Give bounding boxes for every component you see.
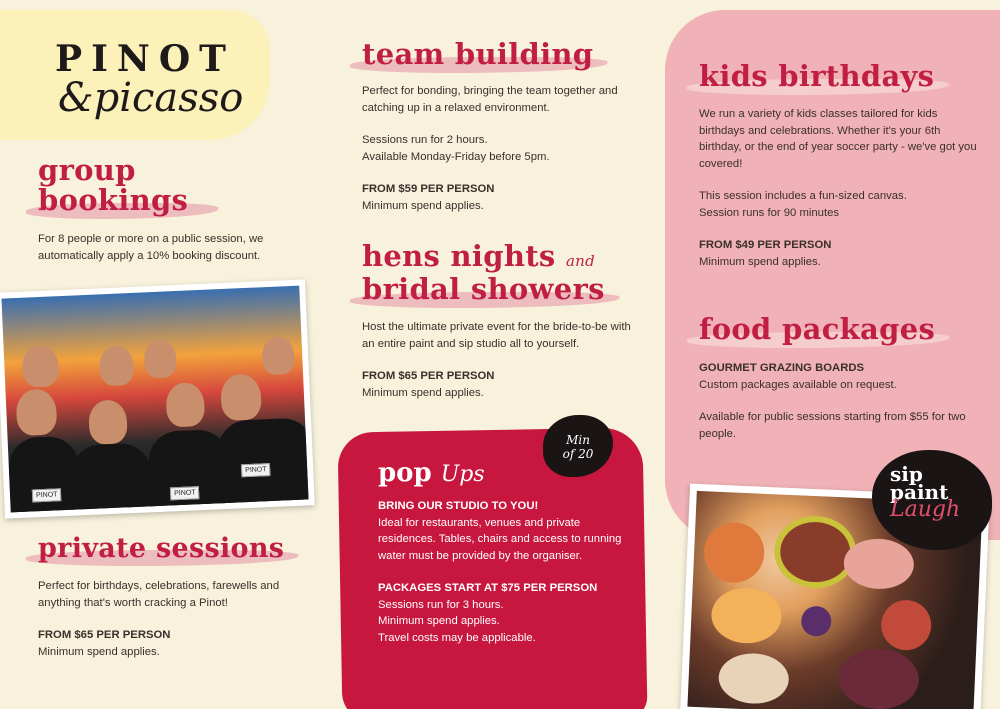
pop-ups-price: PACKAGES START AT $75 PER PERSON xyxy=(378,582,598,594)
private-sessions-heading: private sessions xyxy=(38,535,284,562)
group-bookings-heading: group xyxy=(38,153,136,187)
team-building-note: Minimum spend applies. xyxy=(362,199,484,212)
food-packages-heading: food packages xyxy=(699,315,935,344)
private-sessions-price: FROM $65 PER PERSON xyxy=(38,629,171,641)
group-photo xyxy=(0,279,315,518)
group-bookings-text: For 8 people or more on a public session, we automatically apply a 10% booking discount. xyxy=(38,233,264,262)
kids-birthdays-price: FROM $49 PER PERSON xyxy=(699,239,832,251)
pop-ups-text: BRING OUR STUDIO TO YOU! Ideal for restaurants, venues and private residences. Tables, chairs and access to running water must be provided by the organiser. PACKAGES START AT $75 PER PERSON Sessions run for 3 hours. Minimum spend applies. Travel costs may be applicable. xyxy=(378,500,622,644)
logo-picasso: &picasso xyxy=(58,75,244,121)
pop-ups-heading: pop Ups xyxy=(378,458,485,488)
private-sessions-text: Perfect for birthdays, celebrations, farewells and anything that's worth cracking a Pinot! FROM $65 PER PERSON Minimum spend applies. xyxy=(38,578,303,660)
hens-nights-price: FROM $65 PER PERSON xyxy=(362,370,495,382)
private-sessions-note: Minimum spend applies. xyxy=(38,645,160,658)
food-packages-sub: GOURMET GRAZING BOARDS xyxy=(699,362,865,374)
sip-paint-laugh-text: sip paint Laugh xyxy=(890,462,961,522)
team-building-heading: team building xyxy=(362,40,593,69)
hens-nights-heading: hens nights and xyxy=(362,239,596,273)
kids-birthdays-heading: kids birthdays xyxy=(699,62,934,91)
team-building-text: Perfect for bonding, bringing the team together and catching up in a relaxed environment. Sessions run for 2 hours. Available Monday-Friday before 5pm. FROM $59 PER PERSON Minimum spend applies. xyxy=(362,83,627,214)
hens-nights-text: Host the ultimate private event for the bride-to-be with an entire paint and sip studio all to yourself. FROM $65 PER PERSON Minimum spend applies. xyxy=(362,319,637,401)
apron-badge: PINOT xyxy=(170,486,200,500)
kids-birthdays-note: Minimum spend applies. xyxy=(699,255,821,268)
min-of-20-badge: Min of 20 xyxy=(543,415,613,477)
apron-badge: PINOT xyxy=(241,463,271,477)
apron-badge: PINOT xyxy=(32,488,62,502)
food-packages-text: GOURMET GRAZING BOARDS Custom packages available on request. Available for public sessions starting from $55 for two people. xyxy=(699,360,969,458)
logo-pinot: PINOT xyxy=(55,38,235,80)
hens-nights-note: Minimum spend applies. xyxy=(362,386,484,399)
team-building-price: FROM $59 PER PERSON xyxy=(362,183,495,195)
kids-birthdays-text: We run a variety of kids classes tailored for kids birthdays and celebrations. Whether it's your 6th birthday, or the end of year soccer party - we've got you covered! This session includes a fun-sized canvas. Session runs for 90 minutes FROM $49 PER PERSON Minimum spend applies. xyxy=(699,106,979,270)
bridal-showers-heading: bridal showers xyxy=(362,275,605,304)
group-bookings-heading-2: bookings xyxy=(38,186,188,215)
